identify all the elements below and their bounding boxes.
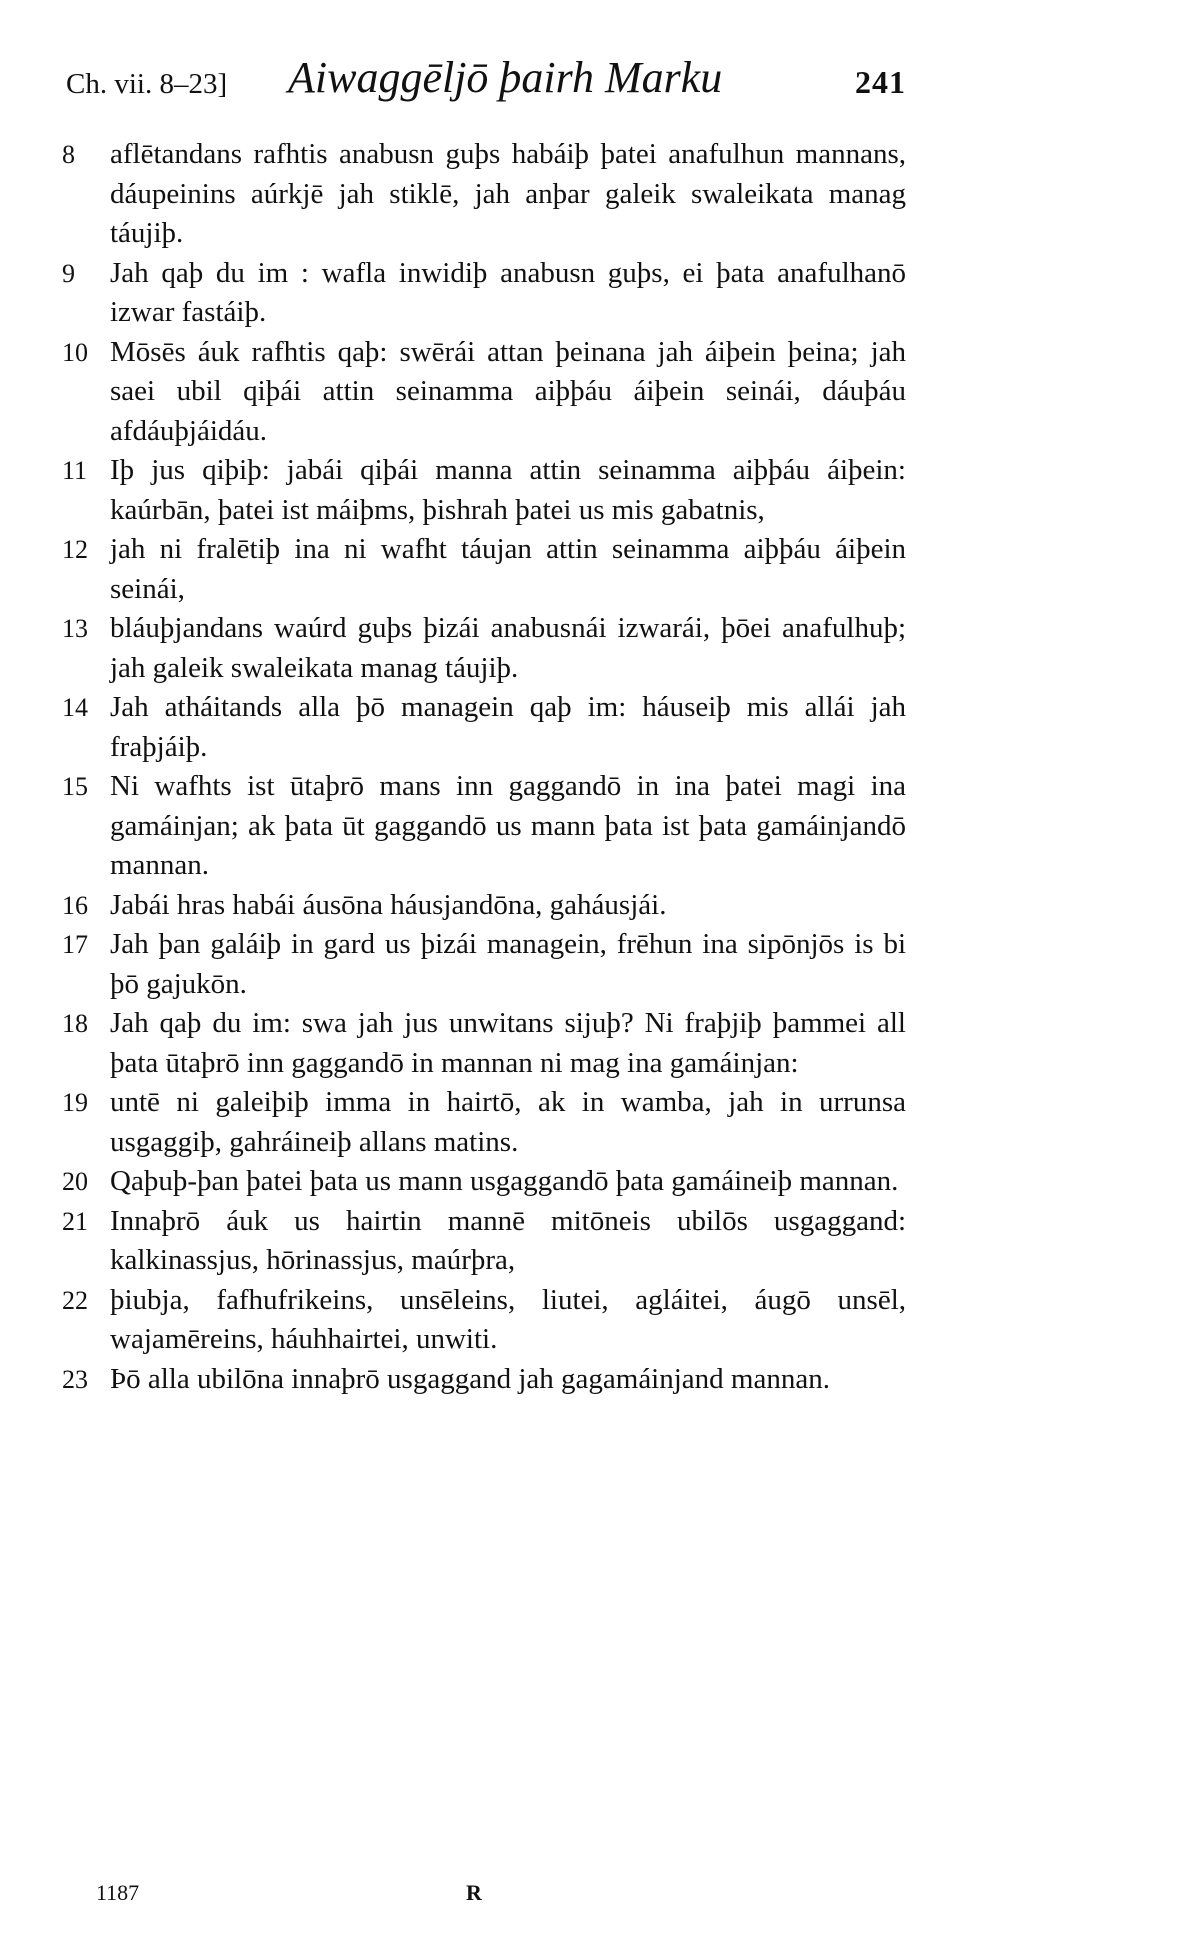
verse-22 bbox=[62, 1281, 906, 1360]
verse-number: 8 bbox=[62, 140, 75, 169]
verse-21 bbox=[62, 1202, 906, 1281]
verse-19 bbox=[62, 1083, 906, 1162]
verse-14 bbox=[62, 688, 906, 767]
verse-number: 10 bbox=[62, 337, 88, 367]
verse-text: Þō alla ubilōna innaþrō usgaggand jah gagamáinjand mannan. bbox=[110, 1362, 830, 1395]
verse-text: Jah atháitands alla þō managein qaþ im: háuseiþ mis allái jah fraþjáiþ. bbox=[110, 691, 906, 763]
verse-10 bbox=[62, 333, 906, 452]
page-header bbox=[66, 52, 906, 112]
signature-mark: R bbox=[466, 1880, 482, 1905]
verse-number: 9 bbox=[62, 258, 75, 288]
verse-list bbox=[62, 135, 906, 1399]
verse-number: 11 bbox=[62, 456, 88, 485]
verse-number: 16 bbox=[62, 890, 88, 920]
verse-text: Jah þan galáiþ in gard us þizái managein, frēhun ina sipōnjōs is bi þō gajukōn. bbox=[110, 928, 906, 1000]
verse-18 bbox=[62, 1004, 906, 1083]
verse-text: untē ni galeiþiþ imma in hairtō, ak in wamba, jah in urrunsa usgaggiþ, gahráineiþ allans matins. bbox=[110, 1086, 906, 1158]
verse-number: 17 bbox=[62, 930, 88, 959]
verse-text: þiubja, fafhufrikeins, unsēleins, liutei, agláitei, áugō unsēl, wajamēreins, háuhhairtei, unwiti. bbox=[110, 1283, 906, 1355]
signature-number: 1187 bbox=[96, 1880, 140, 1905]
verse-text: aflētandans rafhtis anabusn guþs habáiþ þatei anafulhun mannans, dáupeinins aúrkjē jah stiklē, jah anþar galeik swaleikata manag táujiþ. bbox=[110, 138, 906, 249]
verse-12 bbox=[62, 530, 906, 609]
verse-number: 19 bbox=[62, 1088, 88, 1117]
chapter-reference: Ch. vii. 8–23] bbox=[66, 68, 228, 100]
verse-13 bbox=[62, 609, 906, 688]
verse-number: 21 bbox=[62, 1206, 88, 1236]
verse-text: Jah qaþ du im: swa jah jus unwitans sijuþ? Ni fraþjiþ þammei all þata ūtaþrō inn gaggandō in mannan ni mag ina gamáinjan: bbox=[110, 1007, 906, 1079]
verse-15 bbox=[62, 767, 906, 886]
verse-text: Qaþuþ-þan þatei þata us mann usgaggandō þata gamáineiþ mannan. bbox=[110, 1165, 899, 1197]
verse-16 bbox=[62, 886, 906, 926]
page-number: 241 bbox=[855, 64, 906, 100]
verse-17 bbox=[62, 925, 906, 1004]
verse-text: Mōsēs áuk rafhtis qaþ: swērái attan þeinana jah áiþein þeina; jah saei ubil qiþái attin seinamma aiþþáu áiþein seinái, dáuþáu afdáuþjáidáu. bbox=[110, 335, 906, 447]
verse-11 bbox=[62, 451, 906, 530]
verse-23 bbox=[62, 1360, 906, 1400]
verse-text: Jah qaþ du im : wafla inwidiþ anabusn guþs, ei þata anafulhanō izwar fastáiþ. bbox=[110, 256, 906, 328]
verse-9 bbox=[62, 254, 906, 333]
verse-number: 14 bbox=[62, 693, 88, 722]
verse-number: 18 bbox=[62, 1009, 88, 1038]
verse-text: Innaþrō áuk us hairtin mannē mitōneis ubilōs usgaggand: kalkinassjus, hōrinassjus, maúrþra, bbox=[110, 1204, 906, 1276]
verse-8 bbox=[62, 135, 906, 254]
verse-text: bláuþjandans waúrd guþs þizái anabusnái izwarái, þōei anafulhuþ; jah galeik swaleikata manag táujiþ. bbox=[110, 612, 906, 684]
page-footer bbox=[96, 1880, 856, 1920]
verse-number: 22 bbox=[62, 1285, 88, 1315]
verse-number: 13 bbox=[62, 614, 88, 643]
running-title: Aiwaggēljō þairh Marku bbox=[288, 53, 723, 102]
verse-text: Ni wafhts ist ūtaþrō mans inn gaggandō in ina þatei magi ina gamáinjan; ak þata ūt gaggandō us mann þata ist þata gamáinjandō mannan. bbox=[110, 770, 906, 881]
verse-text: jah ni fralētiþ ina ni wafht táujan attin seinamma aiþþáu áiþein seinái, bbox=[110, 533, 906, 605]
verse-number: 20 bbox=[62, 1167, 88, 1196]
verse-number: 23 bbox=[62, 1364, 88, 1394]
verse-20 bbox=[62, 1162, 906, 1202]
verse-text: Iþ jus qiþiþ: jabái qiþái manna attin seinamma aiþþáu áiþein: kaúrbān, þatei ist máiþms, þishrah þatei us mis gabatnis, bbox=[110, 454, 906, 526]
verse-number: 15 bbox=[62, 772, 88, 801]
verse-number: 12 bbox=[62, 535, 88, 564]
verse-text: Jabái hras habái áusōna háusjandōna, gaháusjái. bbox=[110, 888, 667, 921]
